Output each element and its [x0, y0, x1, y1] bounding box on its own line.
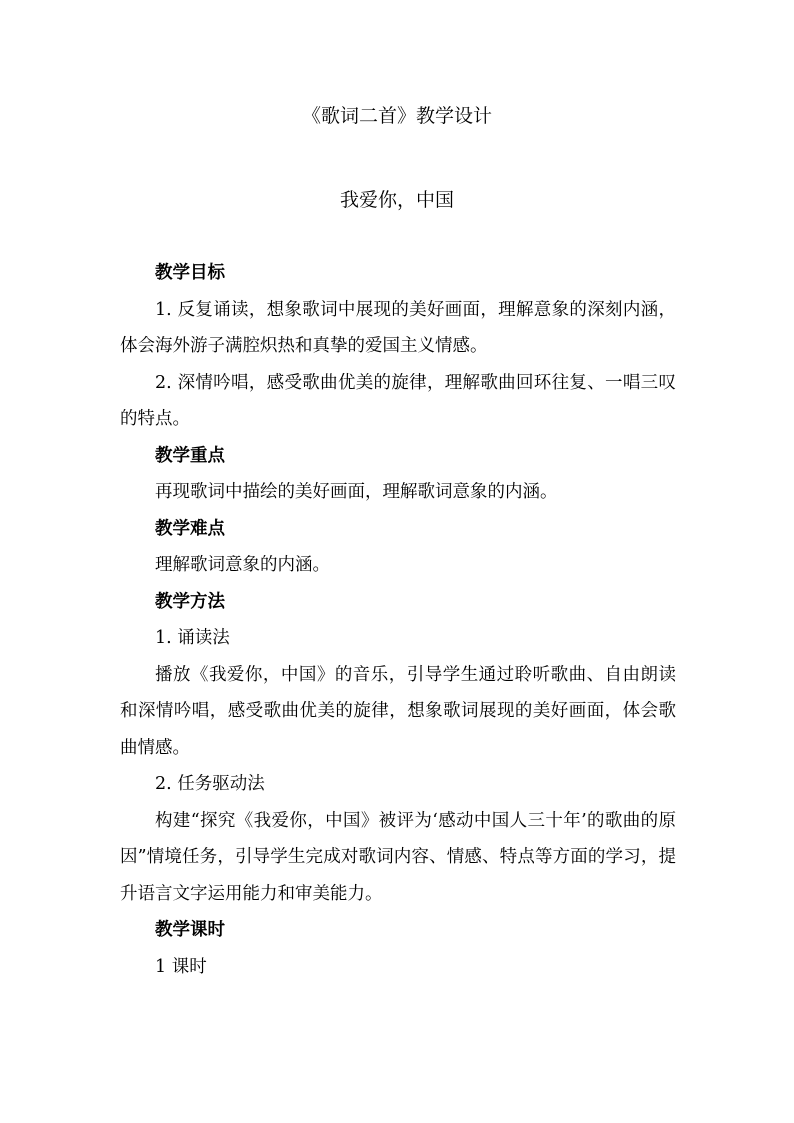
objective-2: 2. 深情吟唱，感受歌曲优美的旋律，理解歌曲回环往复、一唱三叹的特点。 [120, 372, 676, 429]
objectives-heading: 教学目标 [155, 263, 225, 283]
key-points-text: 再现歌词中描绘的美好画面，理解歌词意象的内涵。 [155, 482, 558, 502]
hours-text: 1 课时 [155, 956, 207, 977]
document-title: 《歌词二首》教学设计 [301, 105, 492, 127]
key-points-heading: 教学重点 [155, 445, 225, 466]
method-2-title: 2. 任务驱动法 [155, 774, 265, 794]
method-1-title: 1. 诵读法 [155, 628, 230, 648]
objective-1: 1. 反复诵读，想象歌词中展现的美好画面，理解意象的深刻内涵，体会海外游子满腔炽热和真挚的爱国主义情感。 [120, 299, 676, 356]
document-subtitle: 我爱你，中国 [339, 189, 454, 211]
method-2-text: 构建“探究《我爱你，中国》被评为‘感动中国人三十年’的歌曲的原因”情境任务，引导学生完成对歌词内容、情感、特点等方面的学习，提升语言文字运用能力和审美能力。 [120, 810, 676, 904]
method-1-text: 播放《我爱你，中国》的音乐，引导学生通过聆听歌曲、自由朗读和深情吟唱，感受歌曲优美的旋律，想象歌词展现的美好画面，体会歌曲情感。 [120, 664, 676, 758]
methods-heading: 教学方法 [155, 591, 225, 612]
hours-heading: 教学课时 [155, 920, 225, 940]
difficulty-text: 理解歌词意象的内涵。 [155, 555, 330, 575]
document-body [120, 255, 676, 985]
difficulty-heading: 教学难点 [155, 518, 225, 539]
